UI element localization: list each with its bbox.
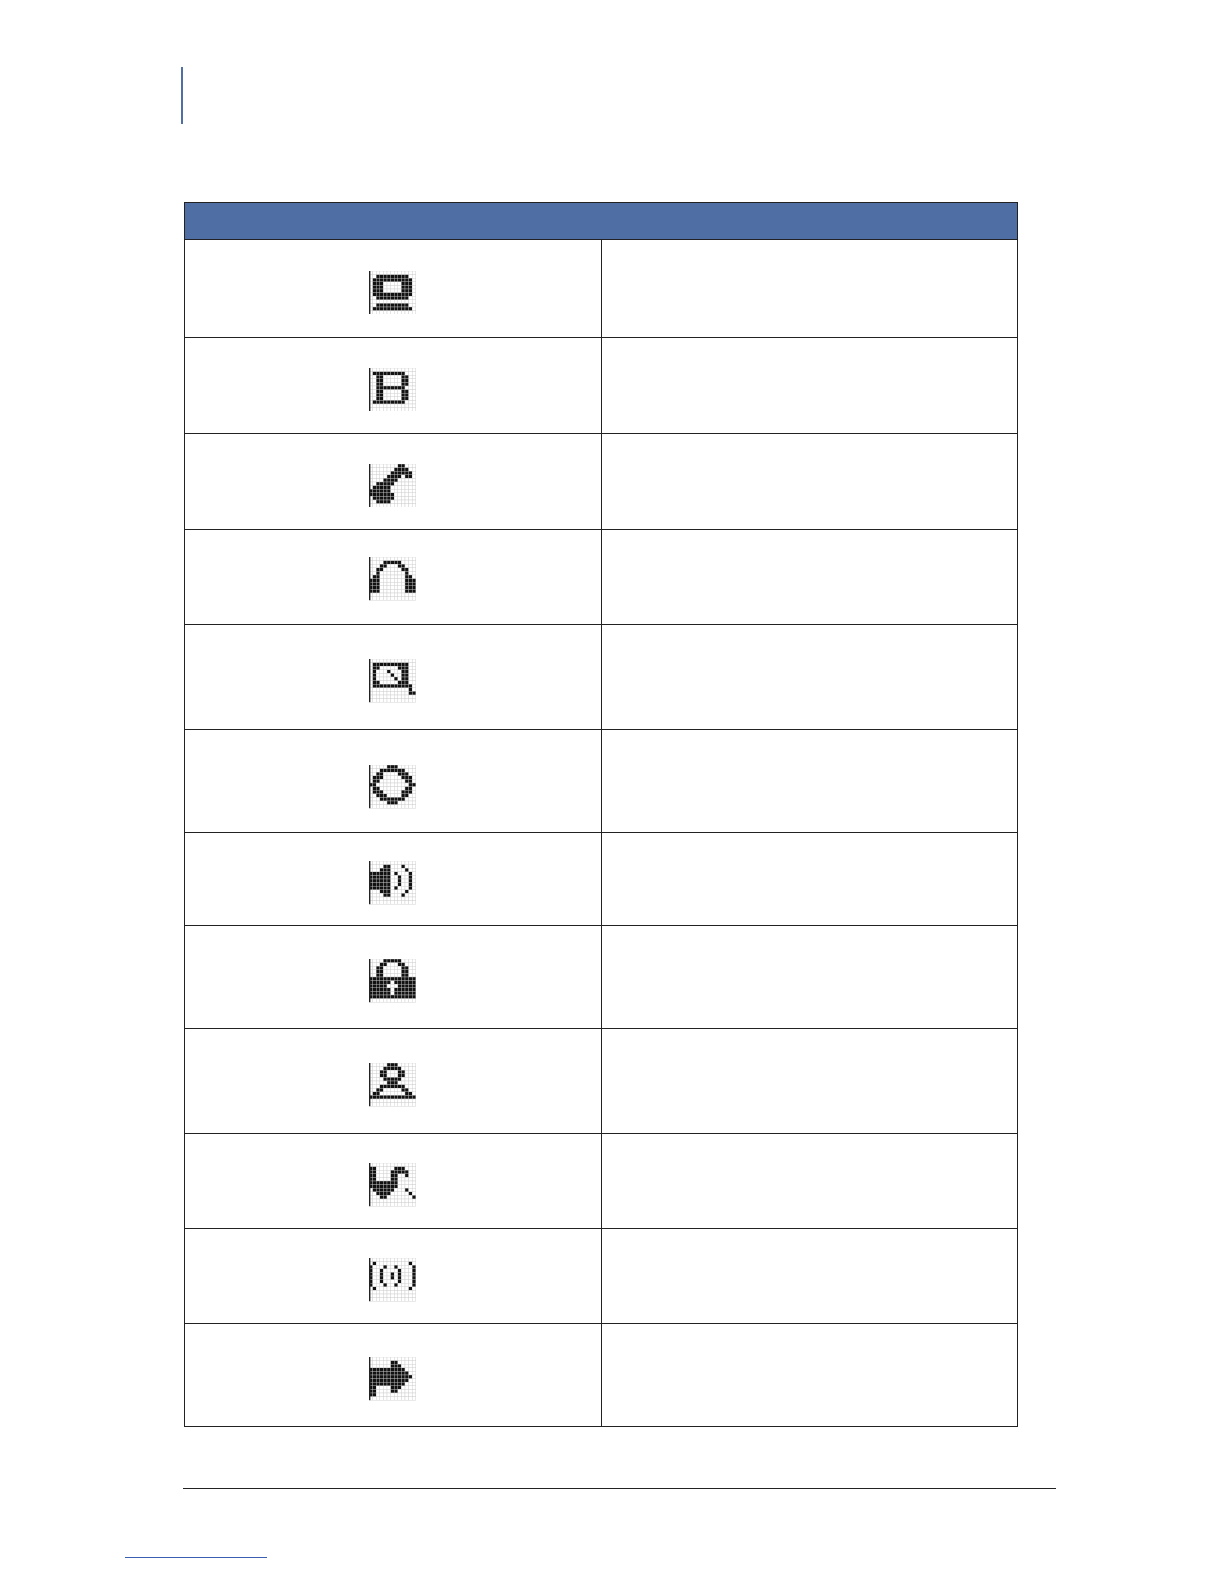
lock-icon xyxy=(369,959,416,1002)
footer-rule xyxy=(183,1488,1056,1489)
table-row xyxy=(185,730,1018,833)
description-cell xyxy=(601,338,1018,434)
description-cell xyxy=(601,1324,1018,1427)
letter-b-icon xyxy=(369,368,416,411)
table-row xyxy=(185,1134,1018,1229)
table-body xyxy=(185,240,1018,1427)
table-row xyxy=(185,833,1018,926)
description-cell xyxy=(601,833,1018,926)
ringing-icon xyxy=(369,1258,416,1301)
table-row xyxy=(185,625,1018,730)
icon-cell xyxy=(185,434,602,530)
description-cell xyxy=(601,530,1018,625)
table-row xyxy=(185,530,1018,625)
icon-cell xyxy=(185,1029,602,1134)
icon-cell xyxy=(185,1134,602,1229)
description-cell xyxy=(601,1029,1018,1134)
table-row xyxy=(185,1229,1018,1324)
icon-cell xyxy=(185,240,602,338)
description-cell xyxy=(601,434,1018,530)
refresh-icon xyxy=(369,765,416,808)
description-cell xyxy=(601,625,1018,730)
forward-arrow-icon xyxy=(369,1357,416,1400)
speaker-volume-icon xyxy=(369,861,416,904)
phone-receiver-icon xyxy=(369,464,416,507)
description-cell xyxy=(601,926,1018,1029)
description-cell xyxy=(601,1229,1018,1324)
icon-cell xyxy=(185,1229,602,1324)
footer-link-underline xyxy=(125,1557,267,1558)
muted-speaker-icon xyxy=(369,659,416,702)
headset-icon xyxy=(369,557,416,600)
table-row xyxy=(185,434,1018,530)
description-cell xyxy=(601,240,1018,338)
icon-cell xyxy=(185,833,602,926)
icon-cell xyxy=(185,926,602,1029)
user-icon xyxy=(369,1063,416,1106)
table-header xyxy=(185,203,1018,240)
description-cell xyxy=(601,1134,1018,1229)
table-row xyxy=(185,240,1018,338)
table-row xyxy=(185,926,1018,1029)
table-row xyxy=(185,1029,1018,1134)
description-cell xyxy=(601,730,1018,833)
icon-cell xyxy=(185,730,602,833)
icon-cell xyxy=(185,530,602,625)
chapter-side-rule xyxy=(181,67,183,124)
table-row xyxy=(185,1324,1018,1427)
missed-call-icon xyxy=(369,1163,416,1206)
icon-cell xyxy=(185,625,602,730)
handset-icon xyxy=(369,271,416,314)
icon-cell xyxy=(185,338,602,434)
table-row xyxy=(185,338,1018,434)
icon-cell xyxy=(185,1324,602,1427)
display-icons-table xyxy=(184,202,1018,1427)
